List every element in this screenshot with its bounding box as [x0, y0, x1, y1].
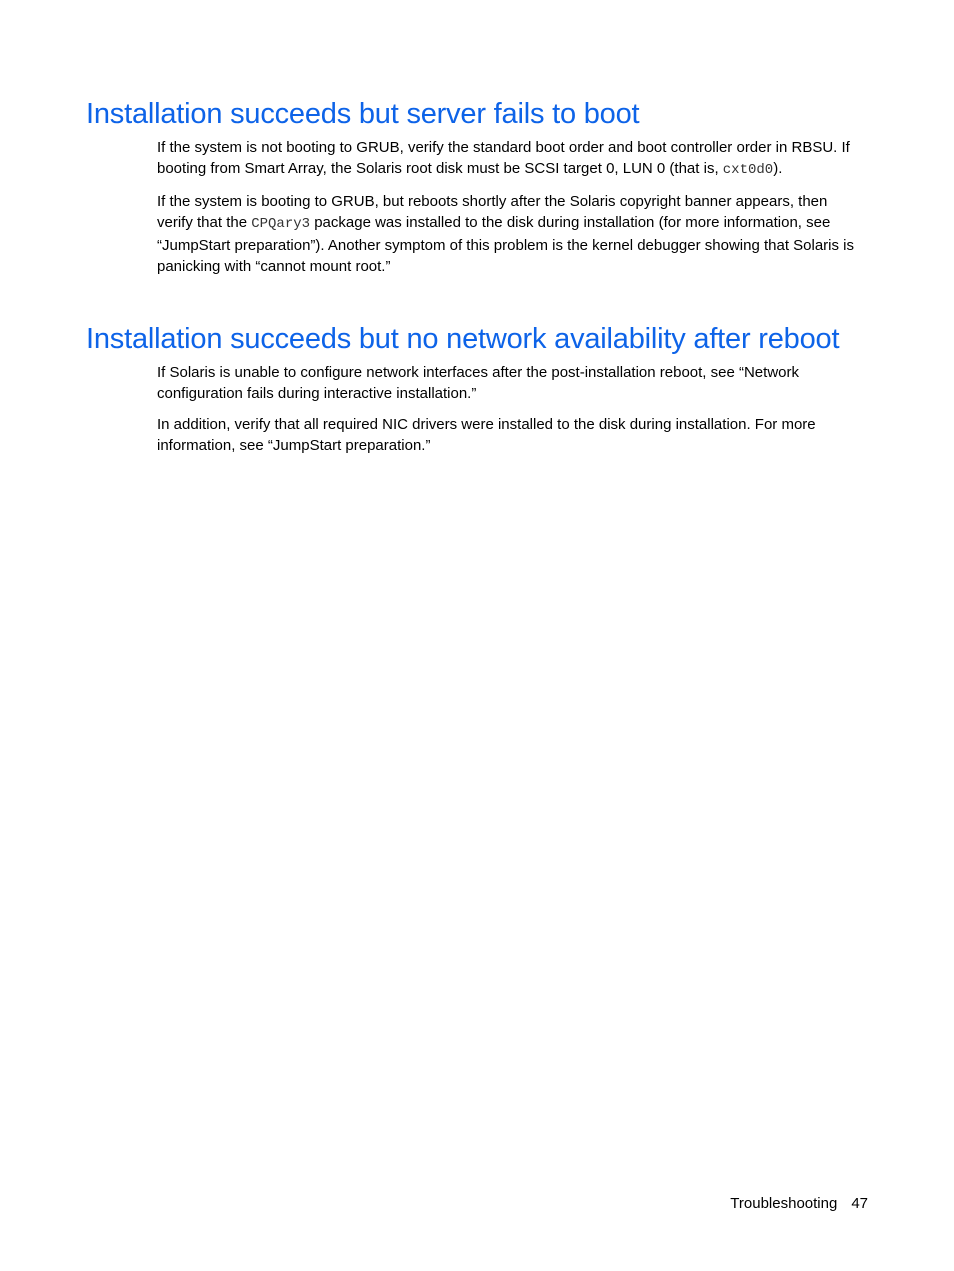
footer-section-name: Troubleshooting: [730, 1195, 838, 1212]
paragraph-text: ).: [773, 160, 783, 177]
paragraph: [157, 191, 862, 277]
inline-code: cxt0d0: [722, 162, 774, 178]
section-heading: Installation succeeds but server fails to boot: [86, 98, 640, 130]
page-footer: [730, 1193, 868, 1214]
paragraph-text: If the system is booting to GRUB, but reboots shortly after the Solaris copyright banner appears, then verify that the: [157, 193, 828, 231]
inline-code: CPQary3: [251, 216, 311, 232]
paragraph: In addition, verify that all required NIC drivers were installed to the disk during installation. For more information, see “JumpStart preparation.”: [157, 416, 816, 454]
paragraph: If Solaris is unable to configure network interfaces after the post-installation reboot, see “Network configuration fails during interactive installation.”: [157, 364, 799, 402]
section-heading: Installation succeeds but no network availability after reboot: [86, 323, 840, 355]
section-no-network-after-reboot: [86, 319, 876, 456]
section-server-fails-to-boot: [86, 94, 876, 277]
paragraph-text: If the system is not booting to GRUB, verify the standard boot order and boot controller order in RBSU. If booting from Smart Array, the Solaris root disk must be SCSI target 0, LUN 0 (that is,: [157, 139, 850, 177]
paragraph: [157, 137, 862, 181]
page-number: 47: [851, 1195, 868, 1212]
paragraph-text: package was installed to the disk during installation (for more information, see “JumpStart preparation”). Another symptom of this problem is the kernel debugger showing that Solaris is panicking with “cannot mount root.”: [157, 214, 855, 275]
